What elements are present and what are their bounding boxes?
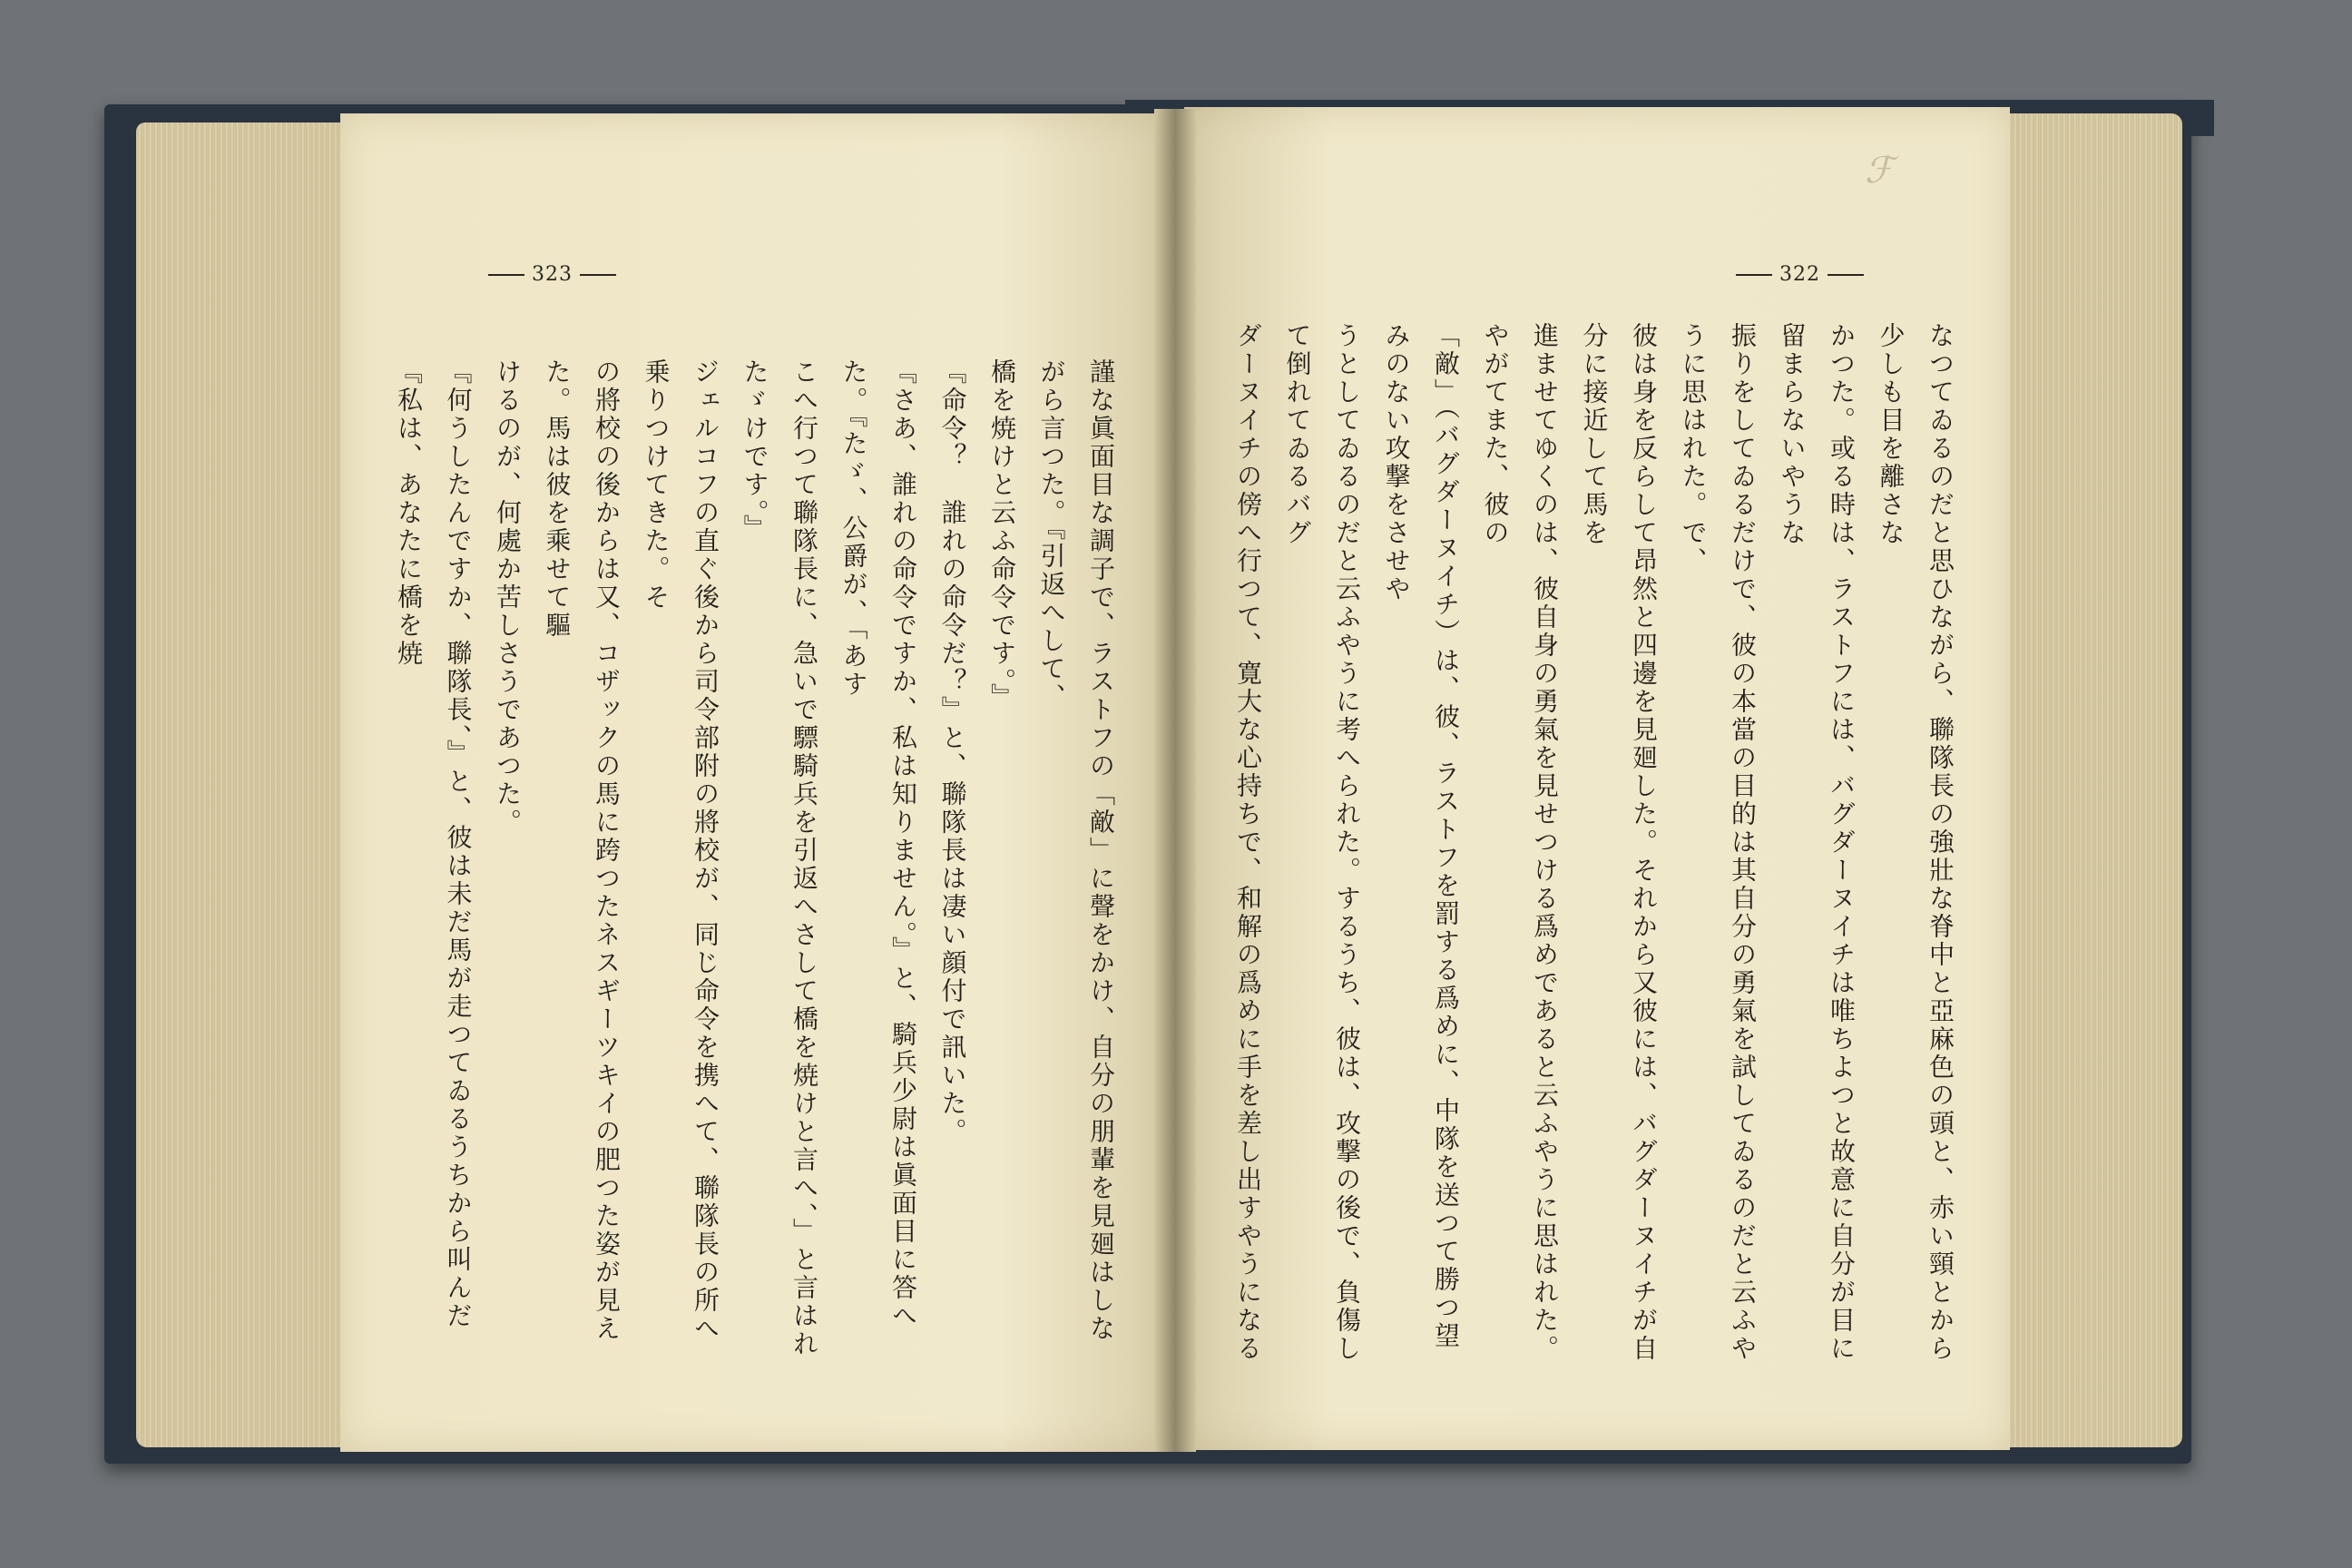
text-line: の將校の後からは又、コザックの馬に跨つたネスギーツキイの肥つた姿が見えた。馬は彼を乘せて驅: [542, 358, 622, 1343]
text-line: 振りをしてゐるだけで、彼の本當の目的は其自分の勇氣を試してゐるのだと云ふやうに思はれた。で、: [1678, 322, 1758, 1363]
page-edges-left: [136, 122, 354, 1447]
text-line: 『命令？ 誰れの命令だ？』と、聯隊長は凄い顔付で訊いた。: [937, 358, 968, 1146]
text-line: なつてゐるのだと思ひながら、聯隊長の強壯な脊中と亞麻色の頭と、赤い頸とから少しも目を離さな: [1876, 322, 1955, 1363]
left-page-number: 323: [481, 263, 623, 286]
text-line: [381, 358, 384, 1370]
text-line: 彼は身を反らして昂然と四邊を見廻した。それから又彼には、バグダーヌイチが自分に接近して馬を: [1579, 322, 1659, 1363]
text-line: 謹な眞面目な調子で、ラストフの「敵」に聲をかけ、自分の朋輩を見廻はしながら言つた。『引返へして、: [1036, 358, 1116, 1343]
text-line: うとしてゐるのだと云ふやうに考へられた。するうち、彼は、攻撃の後で、負傷して倒れてゐるバグ: [1282, 322, 1362, 1363]
text-line: こへ行つて聯隊長に、急いで驃騎兵を引返へさして橋を焼けと言へ、」と言はれたゞけです。』: [740, 358, 819, 1358]
text-line: 「敵」（バグダーヌイチ）は、彼、ラストフを罰する爲めに、中隊を送つて勝つ望みのない攻撃をさせや: [1381, 322, 1461, 1350]
book-gutter: [1154, 109, 1196, 1452]
right-page-number: 322: [1729, 263, 1871, 286]
left-page-text: [381, 358, 1125, 1370]
text-line: ダーヌイチの傍へ行つて、寛大な心持ちで、和解の爲めに手を差し出すやうになる: [1233, 322, 1263, 1363]
text-line: 『さあ、誰れの命令ですか、私は知りません。』と、騎兵少尉は眞面目に答へた。『たゞ、公爵が、「あす: [838, 358, 918, 1330]
text-line: けるのが、何處か苦しさうであつた。: [493, 358, 523, 837]
page-edges-right: [2001, 113, 2182, 1447]
text-line: 橋を焼けと云ふ命令です。』: [987, 358, 1017, 711]
text-line: 『何うしたんですか、聯隊長、』と、彼は未だ馬が走つてゐるうちから叫んだ『私は、あなたに橋を焼: [394, 358, 474, 1330]
right-page-text: [1220, 322, 1965, 1370]
text-line: かつた。或る時は、ラストフには、バグダーヌイチは唯ちよつと故意に自分が目に留まらないやうな: [1777, 322, 1857, 1363]
faint-handwriting-mark: ℱ: [1865, 150, 1894, 191]
text-line: ジェルコフの直ぐ後から司令部附の將校が、同じ命令を携へて、聯隊長の所へ乗りつけてきた。そ: [641, 358, 720, 1343]
text-line: 進ませてゆくのは、彼自身の勇氣を見せつける爲めであると云ふやうに思はれた。やがてまた、彼の: [1480, 322, 1560, 1363]
